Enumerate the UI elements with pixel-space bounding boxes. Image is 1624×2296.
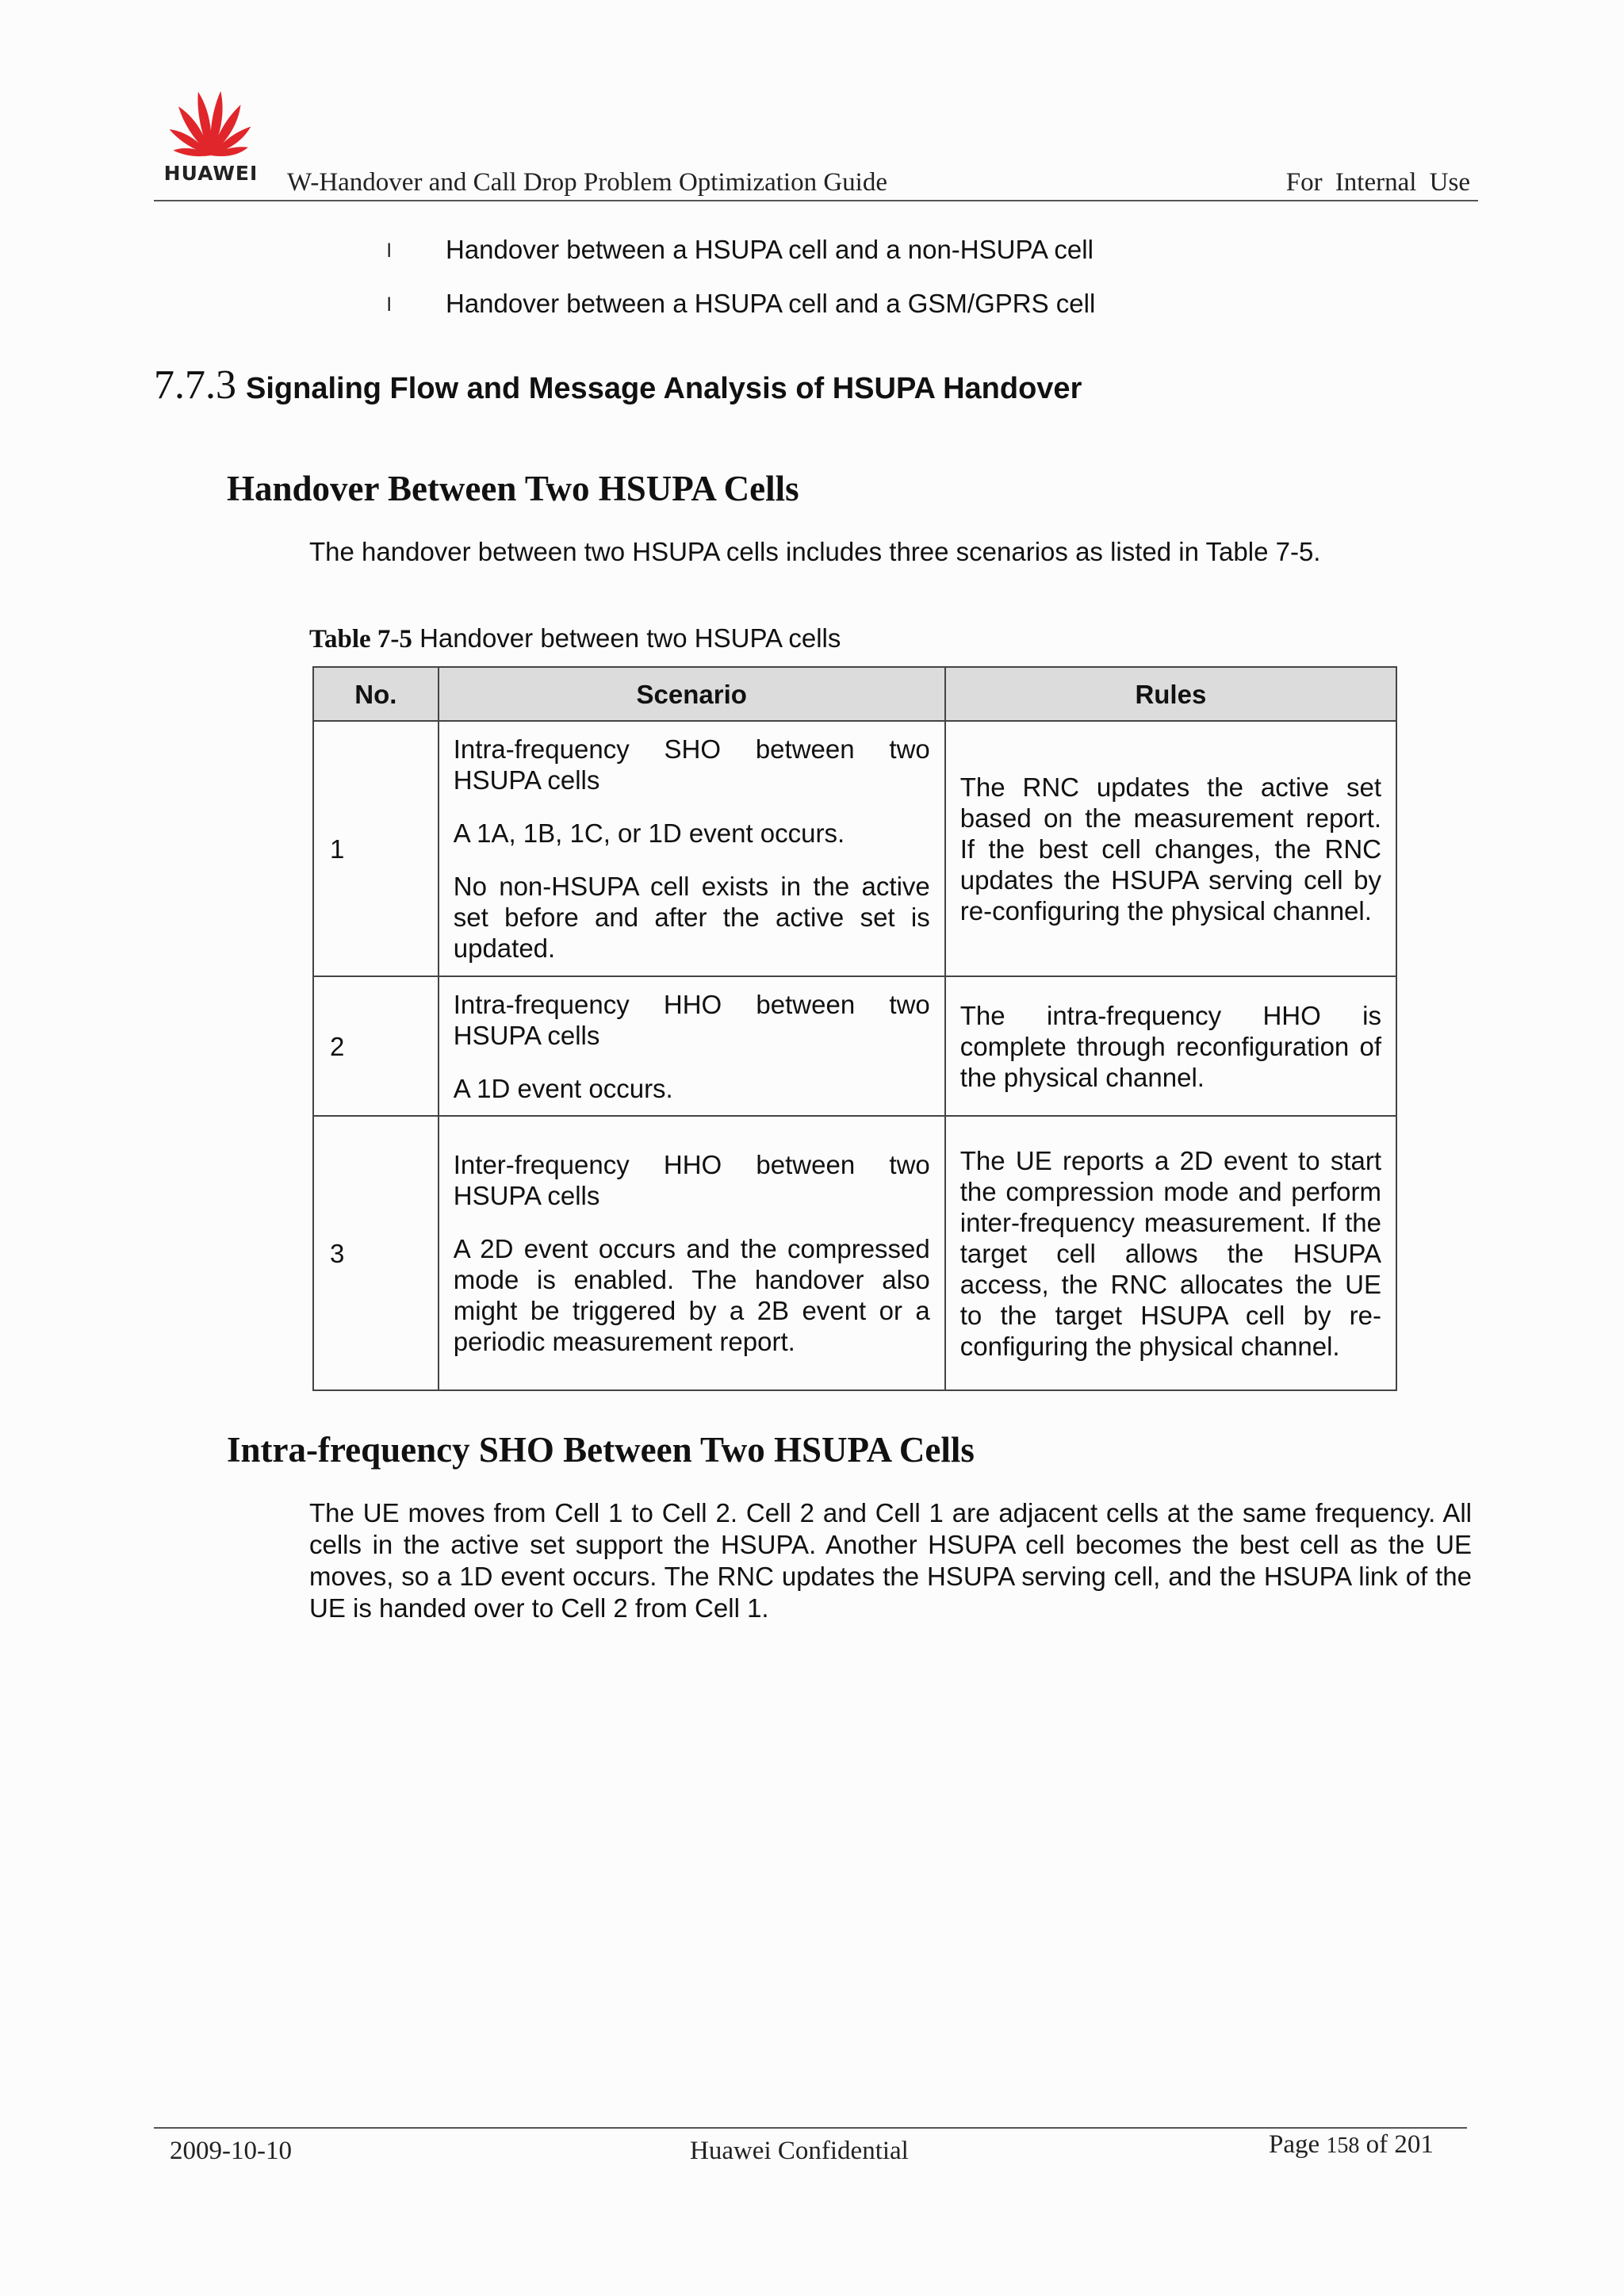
logo-wordmark: HUAWEI (163, 162, 259, 185)
scenario-line: Inter-frequency HHO between two HSUPA cells (453, 1150, 930, 1210)
footer-confidential: Huawei Confidential (690, 2137, 909, 2165)
table-caption-text: Handover between two HSUPA cells (419, 623, 841, 653)
cell-rules: The UE reports a 2D event to start the compression mode and perform inter-frequency measurement. If the target cell allows the HSUPA access, the RNC allocates the UE to the target HSUPA cell by re-configuring the physical channel. (945, 1116, 1396, 1390)
cell-rules: The RNC updates the active set based on the measurement report. If the best cell changes, the RNC updates the HSUPA serving cell by re-configuring the physical channel. (945, 721, 1396, 976)
scenario-line: No non-HSUPA cell exists in the active set before and after the active set is updated. (453, 872, 930, 963)
cell-rules: The intra-frequency HHO is complete through reconfiguration of the physical channel. (945, 976, 1396, 1116)
cell-no: 1 (313, 721, 439, 976)
body-paragraph: The UE moves from Cell 1 to Cell 2. Cell 2 and Cell 1 are adjacent cells at the same frequency. All cells in the active set support the HSUPA. Another HSUPA cell becomes the best cell as the UE moves, so a 1D event occurs. The RNC updates the HSUPA serving cell, and the HSUPA link of the UE is handed over to Cell 2 from Cell 1. (309, 1498, 1472, 1623)
page-prefix: Page (1269, 2130, 1320, 2159)
column-header-scenario: Scenario (439, 667, 945, 721)
table-caption-label: Table 7-5 (309, 625, 412, 654)
bullet-text: Handover between a HSUPA cell and a non-HSUPA cell (446, 235, 1094, 264)
table-row (313, 721, 1396, 976)
column-header-rules: Rules (945, 667, 1396, 721)
page-of: of (1365, 2130, 1388, 2159)
column-header-no: No. (313, 667, 439, 721)
bullet-marker: l (387, 294, 392, 316)
scenario-line: A 1D event occurs. (453, 1073, 673, 1103)
section-number: 7.7.3 (154, 362, 236, 408)
bullet-text: Handover between a HSUPA cell and a GSM/GPRS cell (446, 289, 1096, 318)
header-divider (154, 200, 1478, 201)
cell-no: 3 (313, 1116, 439, 1390)
cell-scenario (439, 721, 945, 976)
subsection-heading: Intra-frequency SHO Between Two HSUPA Cells (227, 1430, 975, 1470)
bullet-item (387, 289, 1095, 319)
table-header-row (313, 667, 1396, 721)
classification-label: For Internal Use (1285, 168, 1470, 197)
footer-date: 2009-10-10 (170, 2137, 292, 2165)
scenario-line: Intra-frequency HHO between two HSUPA cells (453, 989, 930, 1050)
cell-no: 2 (313, 976, 439, 1116)
intro-paragraph: The handover between two HSUPA cells includes three scenarios as listed in Table 7-5. (309, 537, 1321, 566)
section-heading (154, 362, 1082, 408)
bullet-item (387, 235, 1094, 265)
page-total: 201 (1394, 2130, 1434, 2159)
scenario-line: Intra-frequency SHO between two HSUPA cells (453, 734, 930, 795)
page-current: 158 (1326, 2133, 1360, 2158)
scenario-line: A 1A, 1B, 1C, or 1D event occurs. (453, 818, 845, 848)
table-row (313, 1116, 1396, 1390)
section-title: Signaling Flow and Message Analysis of HSUPA Handover (246, 372, 1082, 405)
huawei-flower-icon (157, 82, 265, 162)
document-title: W-Handover and Call Drop Problem Optimization Guide (287, 168, 888, 197)
footer-page-number (1269, 2130, 1434, 2160)
table-caption (309, 623, 841, 654)
subsection-heading: Handover Between Two HSUPA Cells (227, 469, 799, 508)
handover-table (312, 666, 1397, 1391)
huawei-logo (157, 82, 265, 194)
cell-scenario (439, 1116, 945, 1390)
table-row (313, 976, 1396, 1116)
bullet-marker: l (387, 240, 392, 263)
footer-divider (154, 2127, 1467, 2129)
cell-scenario (439, 976, 945, 1116)
scenario-line: A 2D event occurs and the compressed mode is enabled. The handover also might be triggered by a 2B event or a periodic measurement report. (453, 1234, 930, 1356)
